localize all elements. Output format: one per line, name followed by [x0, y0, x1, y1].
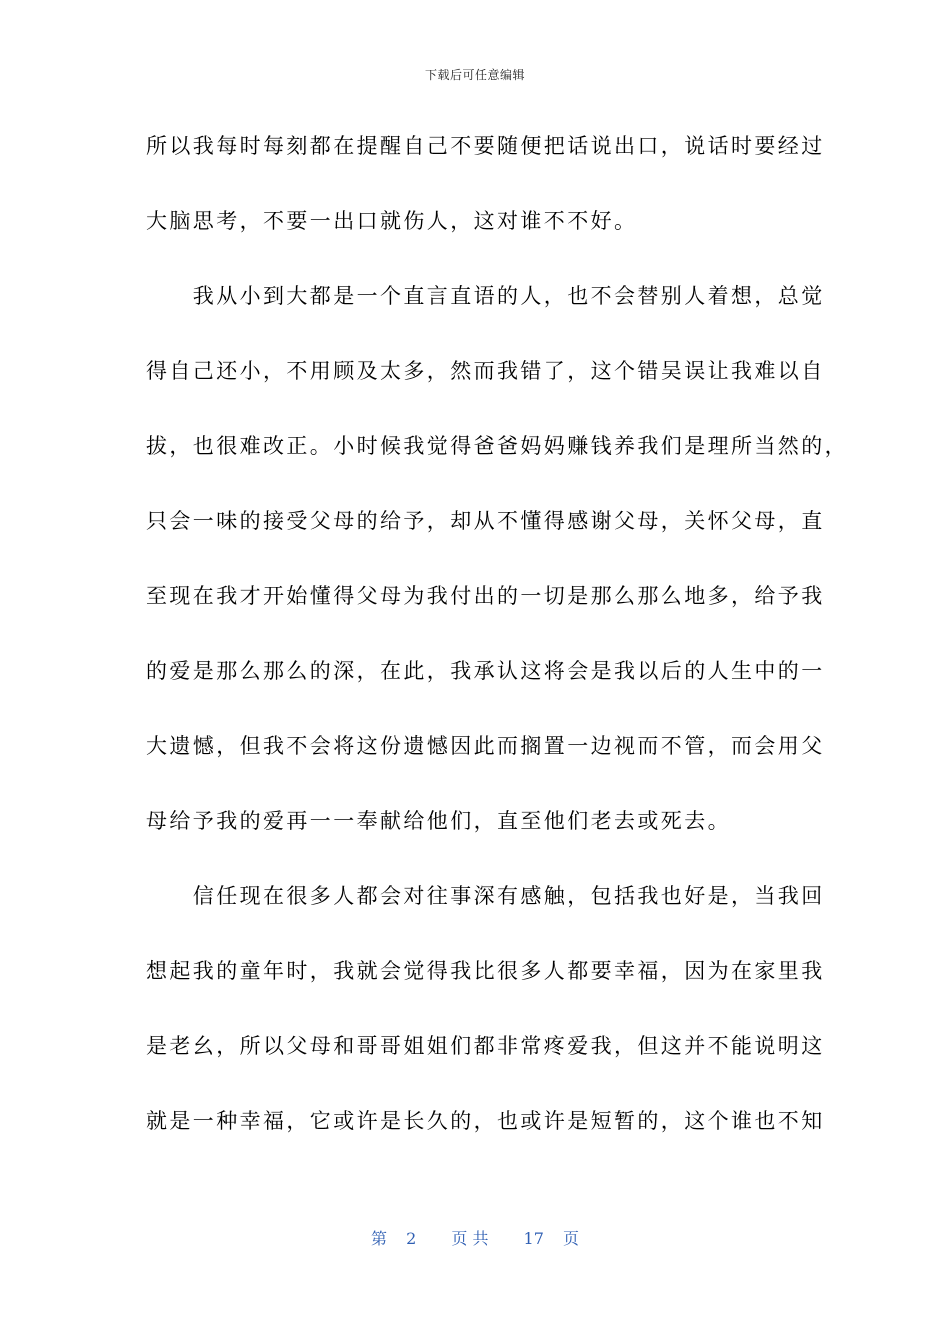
- current-page-number: 2: [406, 1229, 417, 1248]
- page-middle-label: 页 共: [451, 1229, 489, 1248]
- text-line: 母给予我的爱再一一奉献给他们，直至他们老去或死去。: [146, 809, 731, 833]
- body-text: [146, 124, 848, 1174]
- text-line: 只会一味的接受父母的给予，却从不懂得感谢父母，关怀父母，直: [146, 509, 825, 533]
- page-header: 下载后可任意编辑: [424, 68, 525, 82]
- text-line: 是老幺，所以父母和哥哥姐姐们都非常疼爱我，但这并不能说明这: [146, 1034, 825, 1058]
- page-prefix: 第: [370, 1229, 387, 1248]
- text-line: 信任现在很多人都会对往事深有感触，包括我也好是，当我回: [146, 884, 825, 908]
- page-suffix: 页: [563, 1229, 580, 1248]
- page-footer: [0, 1228, 950, 1250]
- text-line: 就是一种幸福，它或许是长久的，也或许是短暂的，这个谁也不知: [146, 1109, 825, 1133]
- total-page-number: 17: [523, 1229, 544, 1248]
- text-line: 想起我的童年时，我就会觉得我比很多人都要幸福，因为在家里我: [146, 959, 825, 983]
- text-line: 至现在我才开始懂得父母为我付出的一切是那么那么地多，给予我: [146, 584, 825, 608]
- text-line: 大脑思考，不要一出口就伤人，这对谁不不好。: [146, 209, 638, 233]
- text-line: 所以我每时每刻都在提醒自己不要随便把话说出口，说话时要经过: [146, 134, 825, 158]
- text-line: 我从小到大都是一个直言直语的人，也不会替别人着想，总觉: [146, 284, 825, 308]
- text-line: 大遗憾，但我不会将这份遗憾因此而搁置一边视而不管，而会用父: [146, 734, 825, 758]
- text-line: 的爱是那么那么的深，在此，我承认这将会是我以后的人生中的一: [146, 659, 825, 683]
- text-line: 拔，也很难改正。小时候我觉得爸爸妈妈赚钱养我们是理所当然的，: [146, 434, 848, 458]
- text-line: 得自己还小，不用顾及太多，然而我错了，这个错吴误让我难以自: [146, 359, 825, 383]
